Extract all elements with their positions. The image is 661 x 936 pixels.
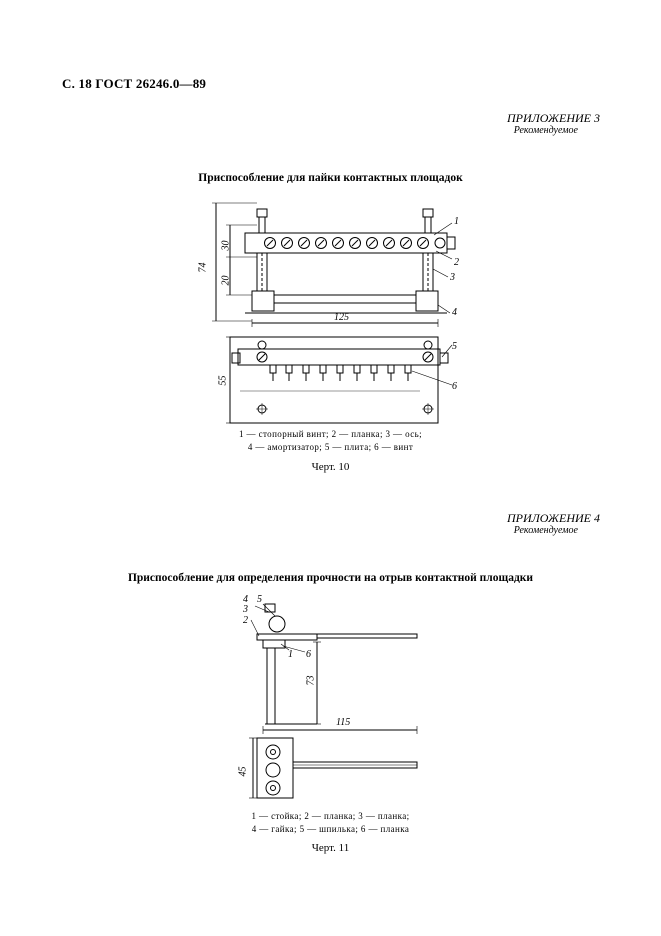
figure-10-legend-line1: 1 — стопорный винт; 2 — планка; 3 — ось; (238, 429, 423, 439)
dim-73: 73 (305, 675, 317, 686)
left-stop-screw (257, 209, 267, 233)
long-plank (317, 634, 417, 638)
dim-115: 115 (336, 717, 351, 728)
dim-45: 45 (237, 766, 249, 777)
dim-125: 125 (334, 312, 349, 323)
fig11-callout-3: 3 (243, 604, 248, 615)
nut-circle (269, 616, 285, 632)
plate-screws (270, 365, 411, 381)
dim-20: 20 (220, 275, 232, 286)
plate (230, 337, 438, 423)
appendix-4-title: ПРИЛОЖЕНИЕ 4 (507, 511, 600, 525)
dim-55: 55 (217, 375, 229, 386)
callout-1: 1 (454, 216, 459, 227)
bar-holes (265, 238, 446, 249)
dim-74: 74 (197, 262, 209, 273)
dim-30: 30 (220, 240, 232, 251)
right-stop-screw (423, 209, 433, 233)
left-absorber (252, 291, 274, 311)
fig11-callout-1: 1 (288, 649, 293, 660)
page-header: С. 18 ГОСТ 26246.0—89 (62, 76, 207, 91)
appendix-4-status: Рекомендуемое (513, 525, 578, 536)
appendix-3-title: ПРИЛОЖЕНИЕ 3 (507, 111, 600, 125)
stand (267, 648, 275, 724)
fig11-callout-6: 6 (306, 649, 311, 660)
callout-6: 6 (452, 381, 457, 392)
figure-10-title: Приспособление для пайки контактных площадок (198, 172, 463, 184)
fig11-callout-5: 5 (257, 594, 262, 605)
callout-2: 2 (454, 257, 459, 268)
figure-11-legend-line1: 1 — стойка; 2 — планка; 3 — планка; (251, 811, 410, 821)
figure-10-caption: Черт. 10 (311, 461, 350, 473)
fig11-callout-4: 4 (243, 594, 248, 605)
fig11-callout-2: 2 (243, 615, 248, 626)
figure-11-title: Приспособление для определения прочности на отрыв контактной площадки (127, 572, 534, 584)
callout-5: 5 (452, 341, 457, 352)
figure-10-legend-line2: 4 — амортизатор; 5 — плита; 6 — винт (247, 442, 414, 452)
right-absorber (416, 291, 438, 311)
appendix-3-status: Рекомендуемое (513, 125, 578, 136)
base-plate (274, 295, 416, 303)
callout-4: 4 (452, 307, 457, 318)
callout-3: 3 (450, 272, 455, 283)
figure-11-caption: Черт. 11 (311, 842, 350, 854)
figure-11-drawing (235, 590, 425, 808)
figure-11-legend-line2: 4 — гайка; 5 — шпилька; 6 — планка (251, 824, 410, 834)
